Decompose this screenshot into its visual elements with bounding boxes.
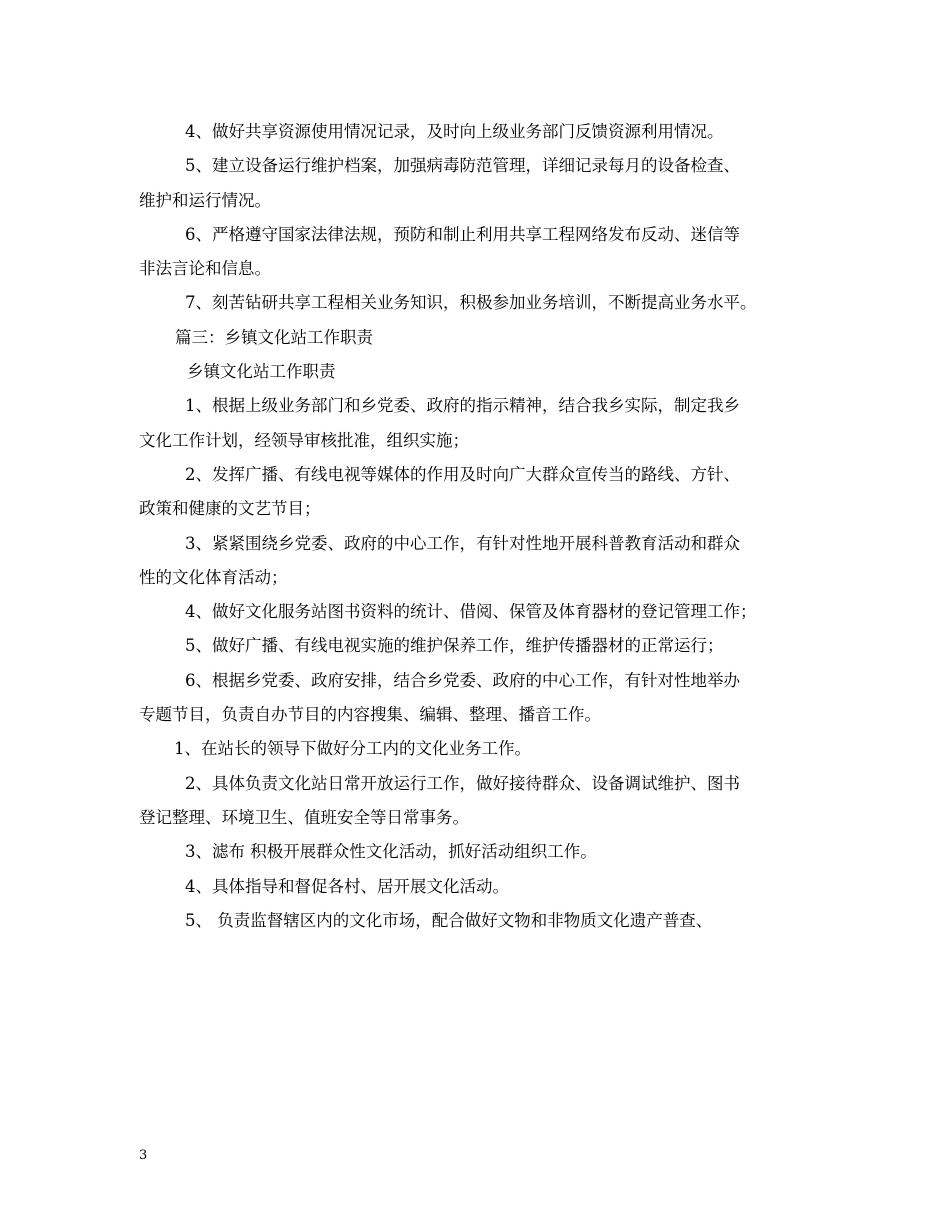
paragraph-line: 1、根据上级业务部门和乡党委、政府的指示精神，结合我乡实际，制定我乡 (185, 396, 740, 416)
paragraph-line: 非法言论和信息。 (139, 259, 271, 279)
paragraph-line: 维护和运行情况。 (139, 190, 271, 210)
paragraph-line: 2、发挥广播、有线电视等媒体的作用及时向广大群众宣传当的路线、方针、 (185, 464, 740, 484)
paragraph-line: 3、紧紧围绕乡党委、政府的中心工作，有针对性地开展科普教育活动和群众 (185, 533, 740, 553)
paragraph-line: 文化工作计划，经领导审核批准，组织实施； (139, 430, 469, 450)
section-heading: 篇三：乡镇文化站工作职责 (175, 327, 373, 347)
paragraph-line: 登记整理、环境卫生、值班安全等日常事务。 (139, 807, 469, 827)
paragraph-line: 4、具体指导和督促各村、居开展文化活动。 (185, 876, 509, 896)
paragraph-line: 5、做好广播、有线电视实施的维护保养工作，维护传播器材的正常运行； (185, 636, 724, 656)
section-title: 乡镇文化站工作职责 (187, 362, 336, 382)
paragraph-line: 6、根据乡党委、政府安排，结合乡党委、政府的中心工作，有针对性地举办 (185, 670, 740, 690)
paragraph-line: 2、具体负责文化站日常开放运行工作，做好接待群众、设备调试维护、图书 (185, 773, 740, 793)
document-body (139, 115, 819, 938)
paragraph-line: 政策和健康的文艺节目； (139, 499, 321, 519)
paragraph-line: 5、 负责监督辖区内的文化市场，配合做好文物和非物质文化遗产普查、 (185, 910, 713, 930)
paragraph-line: 专题节目，负责自办节目的内容搜集、编辑、整理、播音工作。 (139, 705, 601, 725)
paragraph-line: 7、刻苦钻研共享工程相关业务知识，积极参加业务培训，不断提高业务水平。 (185, 293, 757, 313)
paragraph-line: 6、严格遵守国家法律法规，预防和制止利用共享工程网络发布反动、迷信等 (185, 224, 740, 244)
paragraph-line: 性的文化体育活动； (139, 567, 288, 587)
paragraph-line: 5、建立设备运行维护档案，加强病毒防范管理，详细记录每月的设备检查、 (185, 156, 740, 176)
paragraph-line: 4、做好共享资源使用情况记录，及时向上级业务部门反馈资源利用情况。 (185, 122, 724, 141)
paragraph-line: 1、在站长的领导下做好分工内的文化业务工作。 (174, 739, 531, 759)
page-number: 3 (139, 1148, 148, 1163)
paragraph-line: 3、滤布 积极开展群众性文化活动，抓好活动组织工作。 (185, 842, 597, 862)
paragraph-line: 4、做好文化服务站图书资料的统计、借阅、保管及体育器材的登记管理工作； (185, 602, 757, 622)
